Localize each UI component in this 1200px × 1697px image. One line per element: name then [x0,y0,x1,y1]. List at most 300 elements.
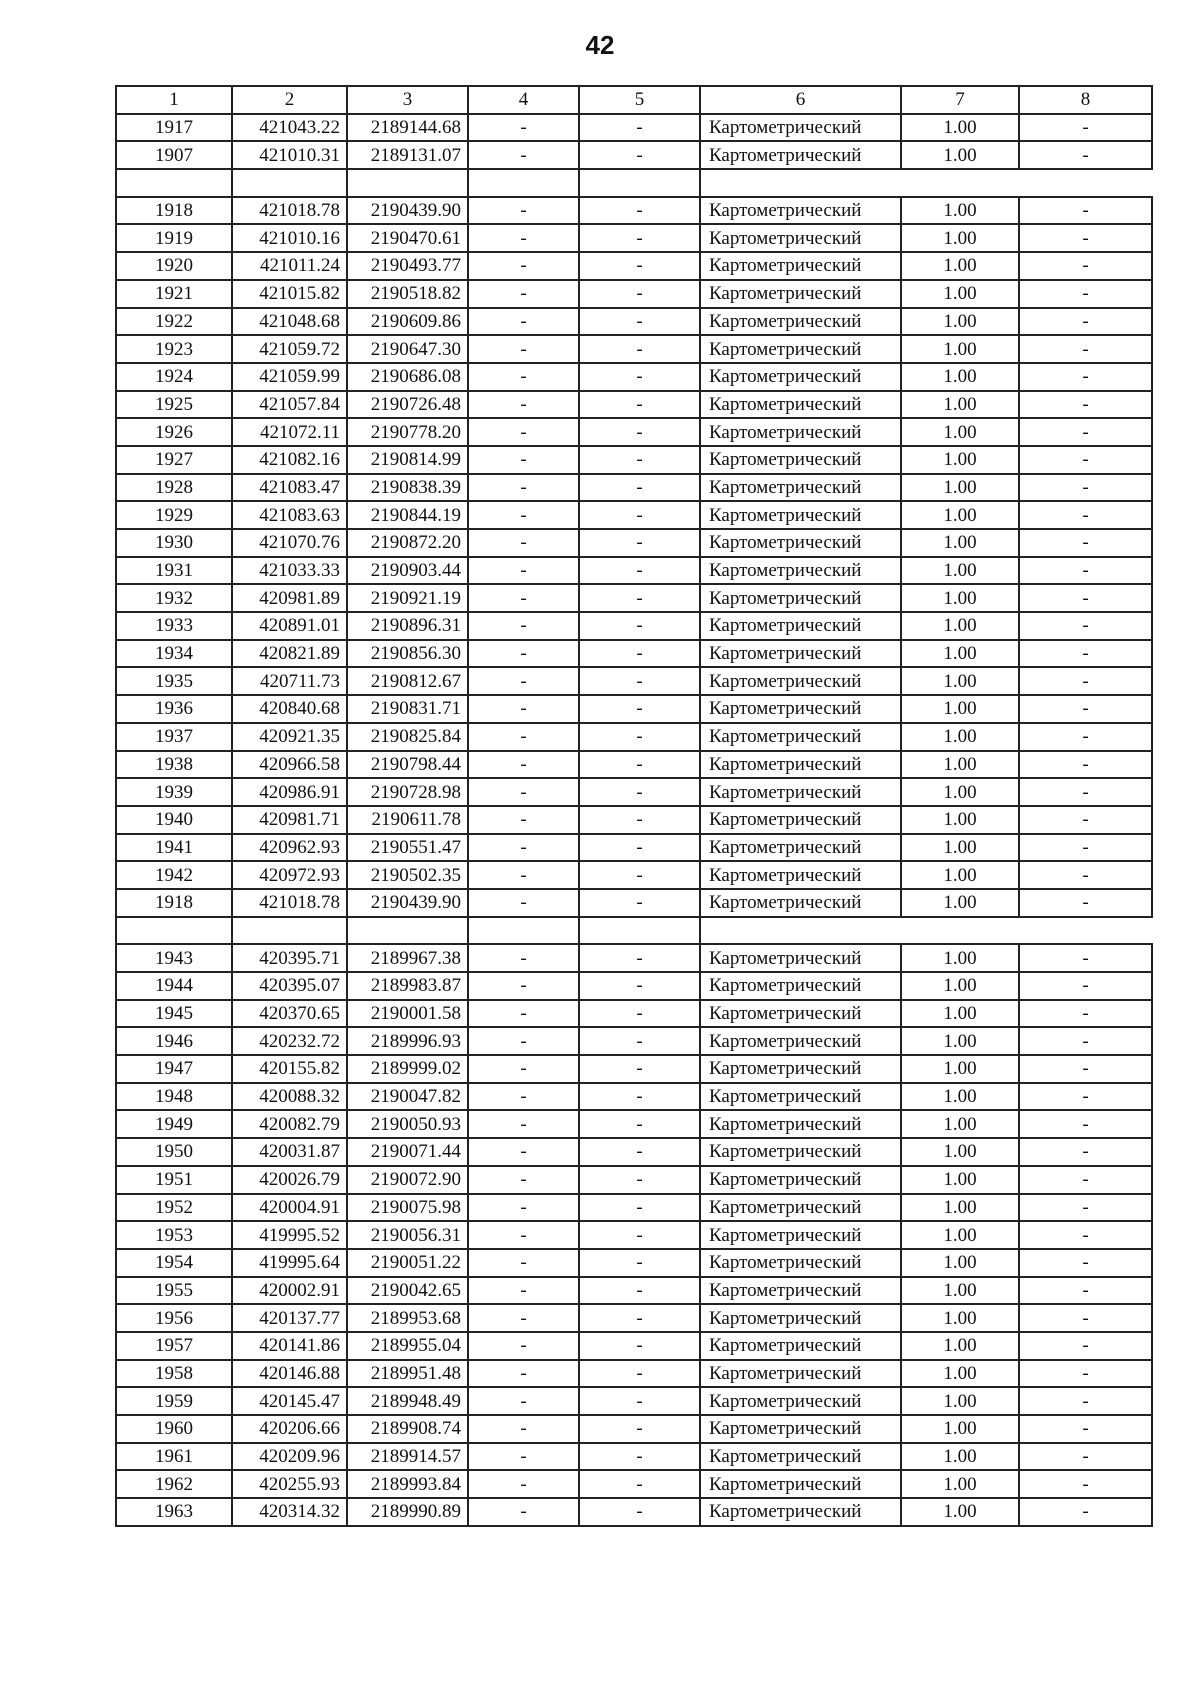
col-4-cell: - [468,1138,579,1166]
x-coordinate-cell: 420209.96 [232,1443,347,1471]
x-coordinate-cell: 420972.93 [232,861,347,889]
col-5-cell: - [579,1249,700,1277]
method-cell: Картометрический [700,806,901,834]
table-row [116,252,1152,280]
col-8-cell: - [1019,1027,1152,1055]
x-coordinate-cell: 420891.01 [232,612,347,640]
point-number-cell: 1931 [116,557,232,585]
point-number-cell: 1947 [116,1055,232,1083]
col-4-cell: - [468,667,579,695]
point-number-cell: 1951 [116,1166,232,1194]
col-4-cell: - [468,723,579,751]
method-cell: Картометрический [700,1360,901,1388]
y-coordinate-cell: 2190872.20 [347,529,468,557]
point-number-cell: 1949 [116,1110,232,1138]
table-row [116,640,1152,668]
col-8-cell: - [1019,861,1152,889]
table-row [116,1027,1152,1055]
y-coordinate-cell: 2190072.90 [347,1166,468,1194]
col-4-cell: - [468,1277,579,1305]
col-4-cell: - [468,446,579,474]
method-cell: Картометрический [700,723,901,751]
col-4-cell: - [468,972,579,1000]
block-separator-row [116,169,1152,197]
table-row [116,1498,1152,1526]
col-5-cell: - [579,446,700,474]
accuracy-cell: 1.00 [901,1110,1019,1138]
col-5-cell: - [579,1498,700,1526]
table-body [116,86,1152,1526]
x-coordinate-cell: 420141.86 [232,1332,347,1360]
y-coordinate-cell: 2190493.77 [347,252,468,280]
accuracy-cell: 1.00 [901,1000,1019,1028]
point-number-cell: 1928 [116,474,232,502]
col-8-cell: - [1019,1138,1152,1166]
method-cell: Картометрический [700,1498,901,1526]
method-cell: Картометрический [700,1332,901,1360]
x-coordinate-cell: 421057.84 [232,391,347,419]
col-5-cell: - [579,391,700,419]
col-8-cell: - [1019,308,1152,336]
x-coordinate-cell: 421018.78 [232,197,347,225]
y-coordinate-cell: 2189967.38 [347,944,468,972]
col-8-cell: - [1019,529,1152,557]
table-row [116,1470,1152,1498]
col-5-cell: - [579,280,700,308]
x-coordinate-cell: 420840.68 [232,695,347,723]
accuracy-cell: 1.00 [901,363,1019,391]
y-coordinate-cell: 2190903.44 [347,557,468,585]
col-5-cell: - [579,1166,700,1194]
col-8-cell: - [1019,1000,1152,1028]
accuracy-cell: 1.00 [901,418,1019,446]
col-4-cell: - [468,612,579,640]
accuracy-cell: 1.00 [901,557,1019,585]
col-4-cell: - [468,861,579,889]
col-5-cell: - [579,806,700,834]
x-coordinate-cell: 421048.68 [232,308,347,336]
x-coordinate-cell: 421043.22 [232,114,347,142]
x-coordinate-cell: 419995.64 [232,1249,347,1277]
method-cell: Картометрический [700,1249,901,1277]
point-number-cell: 1958 [116,1360,232,1388]
point-number-cell: 1918 [116,889,232,917]
accuracy-cell: 1.00 [901,252,1019,280]
table-row [116,944,1152,972]
method-cell: Картометрический [700,889,901,917]
empty-cell [116,169,232,197]
point-number-cell: 1959 [116,1387,232,1415]
col-5-cell: - [579,474,700,502]
x-coordinate-cell: 420711.73 [232,667,347,695]
accuracy-cell: 1.00 [901,501,1019,529]
col-4-cell: - [468,280,579,308]
col-5-cell: - [579,224,700,252]
col-5-cell: - [579,114,700,142]
col-8-cell: - [1019,418,1152,446]
point-number-cell: 1939 [116,778,232,806]
method-cell: Картометрический [700,280,901,308]
col-4-cell: - [468,778,579,806]
col-5-cell: - [579,1000,700,1028]
col-4-cell: - [468,391,579,419]
x-coordinate-cell: 421059.99 [232,363,347,391]
y-coordinate-cell: 2189990.89 [347,1498,468,1526]
method-cell: Картометрический [700,1000,901,1028]
method-cell: Картометрический [700,557,901,585]
col-4-cell: - [468,114,579,142]
y-coordinate-cell: 2190798.44 [347,751,468,779]
accuracy-cell: 1.00 [901,529,1019,557]
col-5-cell: - [579,308,700,336]
accuracy-cell: 1.00 [901,972,1019,1000]
x-coordinate-cell: 420966.58 [232,751,347,779]
header-cell: 1 [116,86,232,114]
method-cell: Картометрический [700,612,901,640]
col-8-cell: - [1019,557,1152,585]
y-coordinate-cell: 2189914.57 [347,1443,468,1471]
method-cell: Картометрический [700,861,901,889]
col-5-cell: - [579,1360,700,1388]
col-4-cell: - [468,529,579,557]
table-row [116,529,1152,557]
method-cell: Картометрический [700,584,901,612]
y-coordinate-cell: 2189951.48 [347,1360,468,1388]
col-8-cell: - [1019,944,1152,972]
col-5-cell: - [579,612,700,640]
point-number-cell: 1953 [116,1221,232,1249]
y-coordinate-cell: 2190051.22 [347,1249,468,1277]
col-4-cell: - [468,1083,579,1111]
y-coordinate-cell: 2190812.67 [347,667,468,695]
point-number-cell: 1932 [116,584,232,612]
empty-cell [468,169,579,197]
y-coordinate-cell: 2190071.44 [347,1138,468,1166]
col-8-cell: - [1019,1194,1152,1222]
col-8-cell: - [1019,667,1152,695]
col-4-cell: - [468,1415,579,1443]
col-5-cell: - [579,363,700,391]
empty-cell [232,169,347,197]
col-5-cell: - [579,1415,700,1443]
point-number-cell: 1961 [116,1443,232,1471]
method-cell: Картометрический [700,834,901,862]
page-number: 42 [585,30,615,60]
header-cell: 5 [579,86,700,114]
col-8-cell: - [1019,280,1152,308]
col-8-cell: - [1019,1387,1152,1415]
table-row [116,834,1152,862]
method-cell: Картометрический [700,1304,901,1332]
empty-cell [700,169,1152,197]
table-row [116,114,1152,142]
col-4-cell: - [468,1498,579,1526]
accuracy-cell: 1.00 [901,446,1019,474]
x-coordinate-cell: 420004.91 [232,1194,347,1222]
header-cell: 4 [468,86,579,114]
accuracy-cell: 1.00 [901,141,1019,169]
col-4-cell: - [468,141,579,169]
table-row [116,197,1152,225]
col-5-cell: - [579,1027,700,1055]
y-coordinate-cell: 2190647.30 [347,335,468,363]
x-coordinate-cell: 420031.87 [232,1138,347,1166]
col-4-cell: - [468,197,579,225]
table-row [116,474,1152,502]
col-8-cell: - [1019,224,1152,252]
accuracy-cell: 1.00 [901,1387,1019,1415]
y-coordinate-cell: 2190001.58 [347,1000,468,1028]
col-4-cell: - [468,363,579,391]
method-cell: Картометрический [700,1415,901,1443]
col-8-cell: - [1019,834,1152,862]
x-coordinate-cell: 420155.82 [232,1055,347,1083]
accuracy-cell: 1.00 [901,280,1019,308]
x-coordinate-cell: 420395.71 [232,944,347,972]
point-number-cell: 1952 [116,1194,232,1222]
col-8-cell: - [1019,1166,1152,1194]
point-number-cell: 1925 [116,391,232,419]
col-8-cell: - [1019,1055,1152,1083]
empty-cell [347,917,468,945]
table-row [116,806,1152,834]
col-4-cell: - [468,308,579,336]
accuracy-cell: 1.00 [901,1470,1019,1498]
y-coordinate-cell: 2189996.93 [347,1027,468,1055]
point-number-cell: 1962 [116,1470,232,1498]
empty-cell [116,917,232,945]
accuracy-cell: 1.00 [901,391,1019,419]
col-5-cell: - [579,1470,700,1498]
method-cell: Картометрический [700,501,901,529]
table-row [116,1249,1152,1277]
point-number-cell: 1940 [116,806,232,834]
table-row [116,751,1152,779]
point-number-cell: 1917 [116,114,232,142]
y-coordinate-cell: 2190814.99 [347,446,468,474]
header-cell: 7 [901,86,1019,114]
accuracy-cell: 1.00 [901,723,1019,751]
x-coordinate-cell: 420821.89 [232,640,347,668]
method-cell: Картометрический [700,474,901,502]
col-8-cell: - [1019,640,1152,668]
method-cell: Картометрический [700,363,901,391]
y-coordinate-cell: 2190726.48 [347,391,468,419]
col-8-cell: - [1019,889,1152,917]
accuracy-cell: 1.00 [901,1194,1019,1222]
y-coordinate-cell: 2190844.19 [347,501,468,529]
col-8-cell: - [1019,391,1152,419]
col-4-cell: - [468,418,579,446]
col-8-cell: - [1019,1470,1152,1498]
col-4-cell: - [468,1443,579,1471]
method-cell: Картометрический [700,252,901,280]
header-cell: 2 [232,86,347,114]
table-row [116,1360,1152,1388]
x-coordinate-cell: 420082.79 [232,1110,347,1138]
y-coordinate-cell: 2190611.78 [347,806,468,834]
col-4-cell: - [468,1387,579,1415]
y-coordinate-cell: 2190831.71 [347,695,468,723]
col-4-cell: - [468,1470,579,1498]
col-8-cell: - [1019,197,1152,225]
x-coordinate-cell: 421015.82 [232,280,347,308]
col-8-cell: - [1019,1221,1152,1249]
col-8-cell: - [1019,1277,1152,1305]
col-8-cell: - [1019,1304,1152,1332]
col-8-cell: - [1019,584,1152,612]
table-row [116,1000,1152,1028]
x-coordinate-cell: 420981.71 [232,806,347,834]
table-row [116,141,1152,169]
point-number-cell: 1963 [116,1498,232,1526]
col-4-cell: - [468,1194,579,1222]
x-coordinate-cell: 419995.52 [232,1221,347,1249]
x-coordinate-cell: 421011.24 [232,252,347,280]
method-cell: Картометрический [700,1166,901,1194]
y-coordinate-cell: 2190856.30 [347,640,468,668]
method-cell: Картометрический [700,1194,901,1222]
y-coordinate-cell: 2190896.31 [347,612,468,640]
empty-cell [232,917,347,945]
col-5-cell: - [579,751,700,779]
col-8-cell: - [1019,363,1152,391]
x-coordinate-cell: 420206.66 [232,1415,347,1443]
x-coordinate-cell: 420146.88 [232,1360,347,1388]
point-number-cell: 1923 [116,335,232,363]
col-5-cell: - [579,695,700,723]
method-cell: Картометрический [700,418,901,446]
point-number-cell: 1943 [116,944,232,972]
col-8-cell: - [1019,1083,1152,1111]
col-4-cell: - [468,806,579,834]
table-row [116,224,1152,252]
table-row [116,972,1152,1000]
point-number-cell: 1956 [116,1304,232,1332]
y-coordinate-cell: 2189908.74 [347,1415,468,1443]
table-row [116,861,1152,889]
x-coordinate-cell: 421010.16 [232,224,347,252]
method-cell: Картометрический [700,141,901,169]
accuracy-cell: 1.00 [901,751,1019,779]
method-cell: Картометрический [700,446,901,474]
y-coordinate-cell: 2189955.04 [347,1332,468,1360]
x-coordinate-cell: 420981.89 [232,584,347,612]
col-4-cell: - [468,1221,579,1249]
table-row [116,695,1152,723]
y-coordinate-cell: 2189144.68 [347,114,468,142]
method-cell: Картометрический [700,1221,901,1249]
col-5-cell: - [579,972,700,1000]
point-number-cell: 1938 [116,751,232,779]
col-5-cell: - [579,1138,700,1166]
method-cell: Картометрический [700,778,901,806]
col-4-cell: - [468,695,579,723]
accuracy-cell: 1.00 [901,1360,1019,1388]
y-coordinate-cell: 2190609.86 [347,308,468,336]
y-coordinate-cell: 2190921.19 [347,584,468,612]
col-5-cell: - [579,418,700,446]
x-coordinate-cell: 421059.72 [232,335,347,363]
method-cell: Картометрический [700,197,901,225]
method-cell: Картометрический [700,944,901,972]
col-8-cell: - [1019,1249,1152,1277]
table-row [116,1055,1152,1083]
table-row [116,446,1152,474]
point-number-cell: 1960 [116,1415,232,1443]
accuracy-cell: 1.00 [901,640,1019,668]
col-8-cell: - [1019,141,1152,169]
col-5-cell: - [579,667,700,695]
x-coordinate-cell: 421082.16 [232,446,347,474]
table-row [116,391,1152,419]
col-8-cell: - [1019,474,1152,502]
col-8-cell: - [1019,252,1152,280]
table-row [116,1277,1152,1305]
y-coordinate-cell: 2190439.90 [347,889,468,917]
col-5-cell: - [579,1055,700,1083]
empty-cell [579,917,700,945]
col-4-cell: - [468,1304,579,1332]
col-8-cell: - [1019,751,1152,779]
col-8-cell: - [1019,1360,1152,1388]
col-5-cell: - [579,1083,700,1111]
empty-cell [579,169,700,197]
accuracy-cell: 1.00 [901,114,1019,142]
table-row [116,1387,1152,1415]
x-coordinate-cell: 420088.32 [232,1083,347,1111]
x-coordinate-cell: 420145.47 [232,1387,347,1415]
accuracy-cell: 1.00 [901,584,1019,612]
col-8-cell: - [1019,501,1152,529]
x-coordinate-cell: 420137.77 [232,1304,347,1332]
point-number-cell: 1944 [116,972,232,1000]
col-5-cell: - [579,335,700,363]
point-number-cell: 1933 [116,612,232,640]
point-number-cell: 1950 [116,1138,232,1166]
accuracy-cell: 1.00 [901,1166,1019,1194]
accuracy-cell: 1.00 [901,197,1019,225]
col-5-cell: - [579,501,700,529]
accuracy-cell: 1.00 [901,806,1019,834]
y-coordinate-cell: 2190518.82 [347,280,468,308]
y-coordinate-cell: 2190439.90 [347,197,468,225]
y-coordinate-cell: 2190075.98 [347,1194,468,1222]
col-5-cell: - [579,557,700,585]
accuracy-cell: 1.00 [901,1498,1019,1526]
table-row [116,723,1152,751]
x-coordinate-cell: 420232.72 [232,1027,347,1055]
col-8-cell: - [1019,446,1152,474]
method-cell: Картометрический [700,224,901,252]
col-4-cell: - [468,501,579,529]
x-coordinate-cell: 420395.07 [232,972,347,1000]
col-4-cell: - [468,834,579,862]
table-row [116,889,1152,917]
y-coordinate-cell: 2190502.35 [347,861,468,889]
col-4-cell: - [468,474,579,502]
col-5-cell: - [579,584,700,612]
col-5-cell: - [579,1110,700,1138]
y-coordinate-cell: 2190050.93 [347,1110,468,1138]
point-number-cell: 1954 [116,1249,232,1277]
x-coordinate-cell: 420002.91 [232,1277,347,1305]
empty-cell [347,169,468,197]
x-coordinate-cell: 421018.78 [232,889,347,917]
col-8-cell: - [1019,1443,1152,1471]
table-row [116,612,1152,640]
y-coordinate-cell: 2190686.08 [347,363,468,391]
